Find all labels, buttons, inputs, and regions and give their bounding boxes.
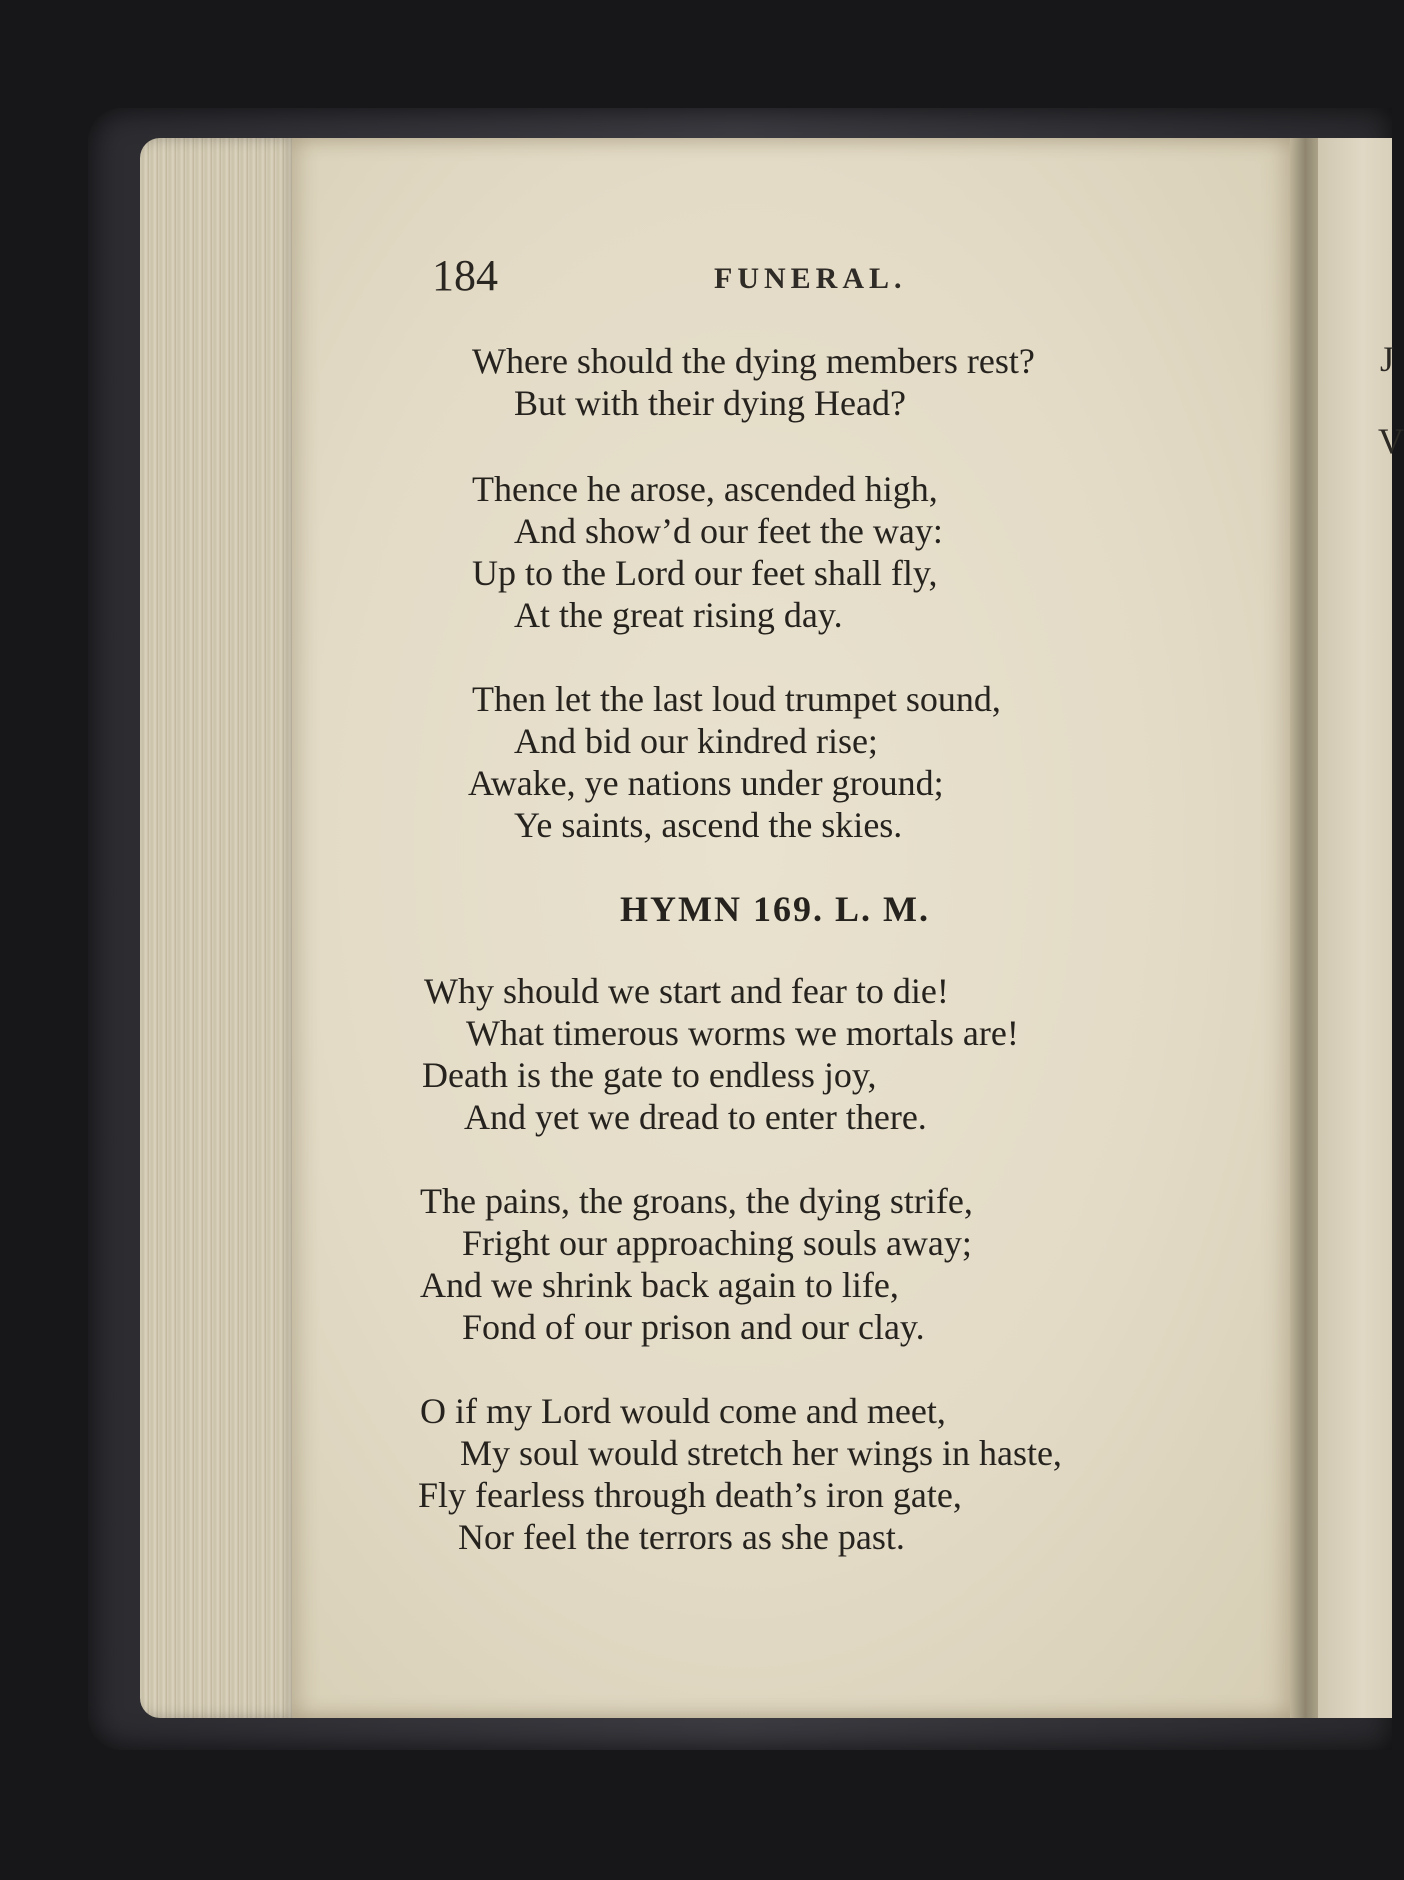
verse-line: What timerous worms we mortals are! xyxy=(466,1013,1019,1053)
section-title: FUNERAL. xyxy=(714,262,907,295)
hymn-heading: HYMN 169. L. M. xyxy=(620,889,930,929)
verse-line: Thence he arose, ascended high, xyxy=(472,469,938,509)
facing-page-fragment: V xyxy=(1378,421,1404,461)
verse-line: At the great rising day. xyxy=(514,595,843,635)
verse-line: And bid our kindred rise; xyxy=(514,721,878,761)
verse-line: Fright our approaching souls away; xyxy=(462,1223,972,1263)
verse-line: Up to the Lord our feet shall fly, xyxy=(472,553,938,593)
verse-line: But with their dying Head? xyxy=(514,383,906,423)
verse-line: And yet we dread to enter there. xyxy=(464,1097,927,1137)
verse-line: Fond of our prison and our clay. xyxy=(462,1307,925,1347)
verse-line: And show’d our feet the way: xyxy=(514,511,943,551)
verse-line: Fly fearless through death’s iron gate, xyxy=(418,1475,962,1515)
verse-line: O if my Lord would come and meet, xyxy=(420,1391,946,1431)
verse-line: Awake, ye nations under ground; xyxy=(468,763,944,803)
verse-line: The pains, the groans, the dying strife, xyxy=(420,1181,973,1221)
verse-line: Why should we start and fear to die! xyxy=(424,971,949,1011)
verse-line: Where should the dying members rest? xyxy=(472,341,1035,381)
verse-line: Ye saints, ascend the skies. xyxy=(514,805,903,845)
verse-line: Then let the last loud trumpet sound, xyxy=(472,679,1001,719)
verse-line: And we shrink back again to life, xyxy=(420,1265,899,1305)
facing-page-fragment: J xyxy=(1380,339,1395,379)
verse-line: Death is the gate to endless joy, xyxy=(422,1055,877,1095)
verse-line: Nor feel the terrors as she past. xyxy=(458,1517,905,1557)
verse-line: My soul would stretch her wings in haste, xyxy=(460,1433,1062,1473)
page-number: 184 xyxy=(432,251,498,300)
